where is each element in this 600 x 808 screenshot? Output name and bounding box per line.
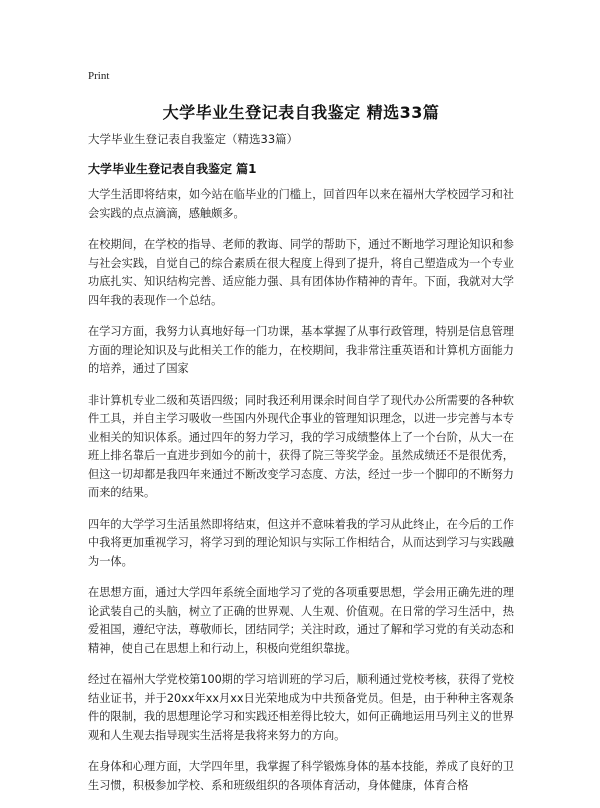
- paragraph: 在身体和心理方面，大学四年里，我掌握了科学锻炼身体的基本技能，养成了良好的卫生习惯，积极参加学校、系和班级组织的各项体育活动，身体健康，体育合格: [88, 760, 514, 792]
- paragraph: 非计算机专业二级和英语四级；同时我还利用课余时间自学了现代办公所需要的各种软件工具，并自主学习吸收一些国内外现代企事业的管理知识理念，以进一步完善与本专业相关的知识体系。通过四年的努力学习，我的学习成绩整体上了一个台阶，从大一在班上排名靠后一直进步到如今的前十，获得了院三等奖学金。虽然成绩还不是很优秀，但这一切却都是我四年来通过不断改变学习态度、方法，经过一步一个脚印的不断努力而来的结果。: [88, 393, 514, 499]
- paragraph: 四年的大学学习生活虽然即将结束，但这并不意味着我的学习从此终止，在今后的工作中我将更加重视学习，将学习到的理论知识与实际工作相结合，从而达到学习与实践融为一体。: [88, 517, 514, 568]
- paragraph: 在校期间，在学校的指导、老师的教诲、同学的帮助下，通过不断地学习理论知识和参与社会实践，自觉自己的综合素质在很大程度上得到了提升，将自己塑造成为一个专业功底扎实、知识结构完善、适应能力强、具有团体协作精神的青年。下面，我就对大学四年我的表现作一个总结。: [88, 238, 514, 307]
- section-heading: 大学毕业生登记表自我鉴定 篇1: [88, 162, 257, 176]
- paragraph: 在学习方面，我努力认真地好每一门功课，基本掌握了从事行政管理，特别是信息管理方面的理论知识及与此相关工作的能力，在校期间，我非常注重英语和计算机方面能力的培养，通过了国家: [88, 325, 514, 375]
- paragraph: 在思想方面，通过大学四年系统全面地学习了党的各项重要思想，学会用正确先进的理论武装自己的头脑，树立了正确的世界观、人生观、价值观。在日常的学习生活中，热爱祖国，遵纪守法，尊敬师长，团结同学；关注时政，通过了解和学习党的有关动态和精神，使自己在思想上和行动上，积极向党组织靠拢。: [88, 586, 514, 655]
- document-subtitle: 大学毕业生登记表自我鉴定（精选33篇）: [88, 132, 299, 146]
- print-link[interactable]: Print: [88, 70, 110, 82]
- document-body: [88, 186, 514, 808]
- paragraph: 大学生活即将结束，如今站在临毕业的门槛上，回首四年以来在福州大学校园学习和社会实践的点点滴滴，感触颇多。: [88, 188, 514, 220]
- paragraph: 经过在福州大学党校第100期的学习培训班的学习后，顺利通过党校考核，获得了党校结业证书，并于20xx年xx月xx日光荣地成为中共预备党员。但是，由于种种主客观条件的限制，我的思想理论学习和实践还相差得比较大，如何正确地运用马列主义的世界观和人生观去指导现实生活将是我将来努力的方向。: [88, 673, 514, 742]
- page-title: 大学毕业生登记表自我鉴定 精选33篇: [162, 103, 440, 122]
